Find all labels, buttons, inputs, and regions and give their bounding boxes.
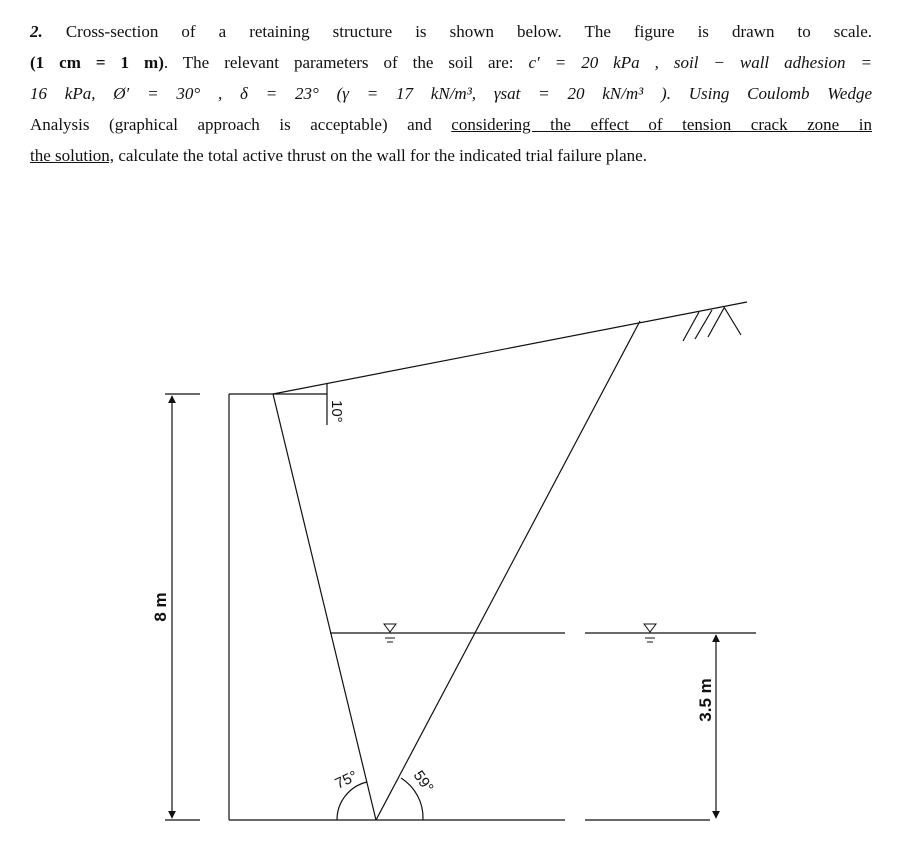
label-angle-59: 59°: [409, 767, 437, 796]
line3-lead: Analysis (graphical approach is acceptable) and: [30, 115, 452, 134]
params-math-1: c′ = 20 kPa , soil − wall adhesion =: [528, 53, 872, 72]
scale-note: (1 cm = 1 m): [30, 53, 164, 72]
label-3-5m: 3.5 m: [696, 678, 715, 722]
trial-failure-plane: [376, 321, 640, 820]
problem-intro: Cross-section of a retaining structure is shown below. The figure is drawn to scale.: [65, 22, 873, 41]
label-angle-10: 10°: [328, 400, 345, 423]
line4-tail: calculate the total active thrust on the wall for the indicated trial failure plane.: [114, 146, 647, 165]
hatch-4: [724, 307, 741, 335]
underlined-phrase-2: the solution,: [30, 146, 115, 165]
backfill-surface: [273, 302, 747, 394]
params-lead: . The relevant parameters of the soil are:: [163, 53, 529, 72]
question-number: 2.: [30, 22, 43, 41]
label-8m: 8 m: [151, 592, 170, 622]
underlined-phrase: considering the effect of tension crack zone in: [451, 115, 873, 134]
params-math-2: 16 kPa, Ø′ = 30° , δ = 23° (γ = 17 kN/m³, γsat = 20 kN/m³ ). Using Coulomb Wedge: [30, 84, 872, 103]
wall-back-face: [273, 394, 376, 820]
label-angle-75: 75°: [332, 767, 361, 793]
